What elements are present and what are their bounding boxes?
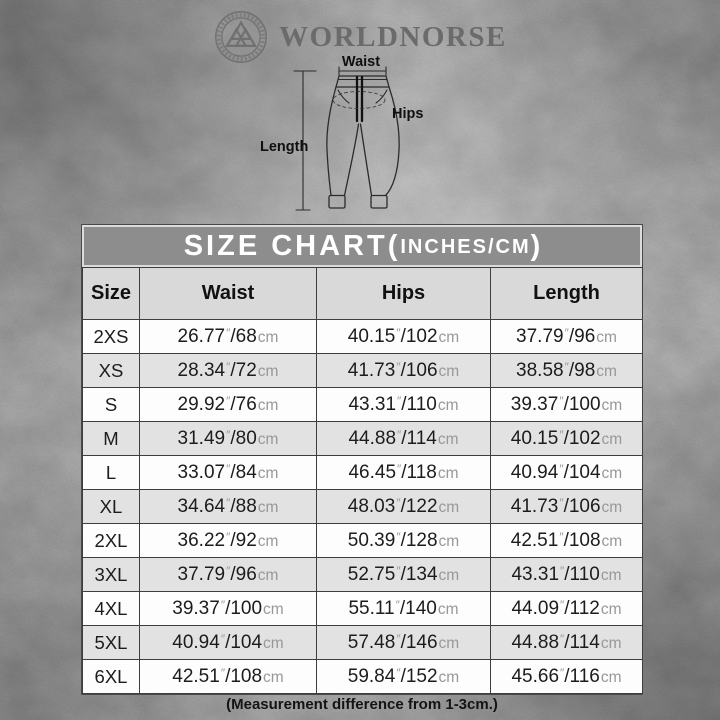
column-header-hips: Hips (317, 268, 491, 320)
column-header-waist: Waist (140, 268, 317, 320)
length-cell: 44.88″/114cm (491, 626, 643, 660)
column-header-size: Size (83, 268, 140, 320)
length-cell: 44.09″/112cm (491, 592, 643, 626)
hips-cell: 52.75″/134cm (317, 558, 491, 592)
size-chart-title-main: SIZE CHART( (183, 229, 401, 262)
table-row (83, 558, 643, 592)
size-table-header (83, 268, 643, 320)
table-row (83, 422, 643, 456)
size-cell: 4XL (83, 592, 140, 626)
size-cell: XS (83, 354, 140, 388)
table-row (83, 626, 643, 660)
length-cell: 38.58″/98cm (491, 354, 643, 388)
table-row (83, 592, 643, 626)
length-cell: 37.79″/96cm (491, 320, 643, 354)
waist-label: Waist (341, 54, 381, 70)
waist-cell: 37.79″/96cm (140, 558, 317, 592)
table-row (83, 320, 643, 354)
size-chart-title (82, 225, 642, 267)
waist-cell: 36.22″/92cm (140, 524, 317, 558)
waist-cell: 31.49″/80cm (140, 422, 317, 456)
table-row (83, 490, 643, 524)
measurement-footnote: (Measurement difference from 1-3cm.) (226, 696, 498, 713)
size-chart-title-close: ) (530, 229, 541, 262)
hips-cell: 48.03″/122cm (317, 490, 491, 524)
size-chart-title-unit: INCHES/CM (400, 236, 531, 258)
hips-cell: 41.73″/106cm (317, 354, 491, 388)
column-header-length: Length (491, 268, 643, 320)
hips-cell: 57.48″/146cm (317, 626, 491, 660)
size-chart (81, 224, 643, 695)
hips-cell: 44.88″/114cm (317, 422, 491, 456)
size-table (82, 267, 643, 694)
waist-cell: 28.34″/72cm (140, 354, 317, 388)
length-cell: 40.94″/104cm (491, 456, 643, 490)
size-cell: M (83, 422, 140, 456)
hips-cell: 43.31″/110cm (317, 388, 491, 422)
length-cell: 41.73″/106cm (491, 490, 643, 524)
size-cell: 6XL (83, 660, 140, 694)
size-cell: 5XL (83, 626, 140, 660)
size-table-body (83, 320, 643, 694)
length-cell: 43.31″/110cm (491, 558, 643, 592)
table-row (83, 388, 643, 422)
table-row (83, 660, 643, 694)
pants-measurement-diagram (250, 50, 440, 220)
size-cell: XL (83, 490, 140, 524)
length-cell: 45.66″/116cm (491, 660, 643, 694)
hips-label: Hips (392, 106, 424, 122)
waist-cell: 42.51″/108cm (140, 660, 317, 694)
size-cell: 3XL (83, 558, 140, 592)
waist-cell: 33.07″/84cm (140, 456, 317, 490)
waist-cell: 40.94″/104cm (140, 626, 317, 660)
length-cell: 42.51″/108cm (491, 524, 643, 558)
size-cell: 2XS (83, 320, 140, 354)
waist-cell: 29.92″/76cm (140, 388, 317, 422)
length-cell: 40.15″/102cm (491, 422, 643, 456)
size-cell: L (83, 456, 140, 490)
table-row (83, 354, 643, 388)
brand-name: WORLDNORSE (279, 20, 507, 53)
hips-cell: 55.11″/140cm (317, 592, 491, 626)
waist-cell: 34.64″/88cm (140, 490, 317, 524)
header-row (83, 268, 643, 320)
length-label: Length (260, 139, 309, 155)
hips-cell: 50.39″/128cm (317, 524, 491, 558)
table-row (83, 456, 643, 490)
hips-cell: 59.84″/152cm (317, 660, 491, 694)
table-row (83, 524, 643, 558)
waist-cell: 39.37″/100cm (140, 592, 317, 626)
hips-cell: 40.15″/102cm (317, 320, 491, 354)
waist-cell: 26.77″/68cm (140, 320, 317, 354)
length-cell: 39.37″/100cm (491, 388, 643, 422)
size-cell: 2XL (83, 524, 140, 558)
hips-cell: 46.45″/118cm (317, 456, 491, 490)
size-cell: S (83, 388, 140, 422)
